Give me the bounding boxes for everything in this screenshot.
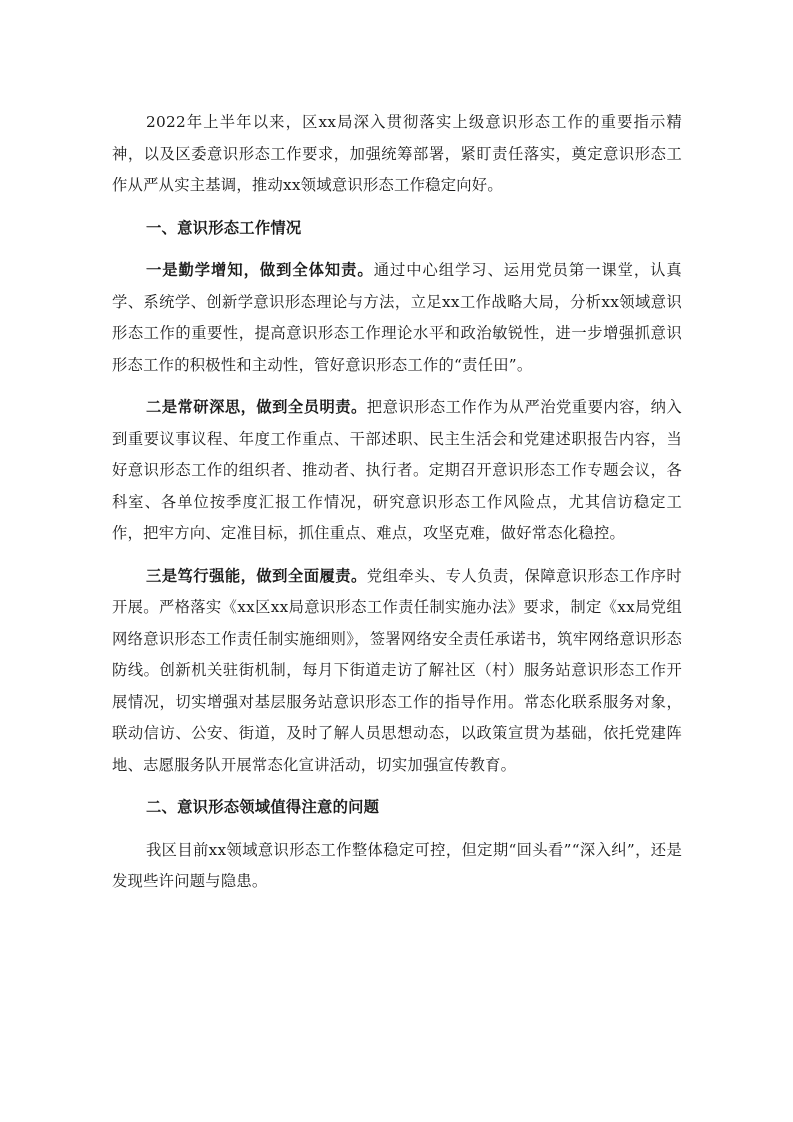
paragraph-text: 党组牵头、专人负责，保障意识形态工作序时开展。严格落实《xx区xx局意识形态工作责任制实施办法》要求，制定《xx局党组网络意识形态工作责任制实施细则》，签署网络安全责任承诺书，筑牢网络意识形态防线。创新机关驻街机制，每月下街道走访了解社区（村）服务站意识形态工作开展情况，切实增强对基层服务站意识形态工作的指导作用。常态化联系服务对象，联动信访、公安、街道，及时了解人员思想动态，以政策宣贯为基础，依托党建阵地、志愿服务队开展常态化宣讲活动，切实加强宣传教育。: [112, 566, 682, 774]
paragraph-lead: 三是笃行强能，做到全面履责。: [146, 566, 367, 585]
section2-paragraph: 我区目前xx领域意识形态工作整体稳定可控，但定期“回头看”“深入纠”，还是发现些许问题与隐患。: [112, 840, 682, 890]
paragraph-text: 把意识形态工作作为从严治党重要内容，纳入到重要议事议程、年度工作重点、干部述职、民主生活会和党建述职报告内容，当好意识形态工作的组织者、推动者、执行者。定期召开意识形态工作专题会议，各科室、各单位按季度汇报工作情况，研究意识形态工作风险点，尤其信访稳定工作，把牢方向、定准目标，抓住重点、难点，攻坚克难，做好常态化稳控。: [112, 398, 682, 542]
paragraph-lead: 一是勤学增知，做到全体知责。: [146, 261, 374, 279]
intro-paragraph: 2022年上半年以来，区xx局深入贯彻落实上级意识形态工作的重要指示精神，以及区委意识形态工作要求，加强统筹部署，紧盯责任落实，奠定意识形态工作从严从实主基调，推动xx领域意识形态工作稳定向好。: [112, 113, 682, 194]
paragraph-text: 通过中心组学习、运用党员第一课堂，认真学、系统学、创新学意识形态理论与方法，立足xx工作战略大局，分析xx领域意识形态工作的重要性，提高意识形态工作理论水平和政治敏锐性，进一步增强抓意识形态工作的积极性和主动性，管好意识形态工作的“责任田”。: [112, 261, 682, 374]
document-body: [112, 107, 682, 909]
paragraph-lead: 二是常研深思，做到全员明责。: [146, 398, 367, 416]
section-heading-1: 一、意识形态工作情况: [146, 218, 302, 237]
paragraph-item-1: [112, 255, 682, 381]
section-heading-2: 二、意识形态领域值得注意的问题: [146, 798, 380, 816]
paragraph-item-2: [112, 392, 682, 550]
paragraph-item-3: [112, 561, 682, 782]
